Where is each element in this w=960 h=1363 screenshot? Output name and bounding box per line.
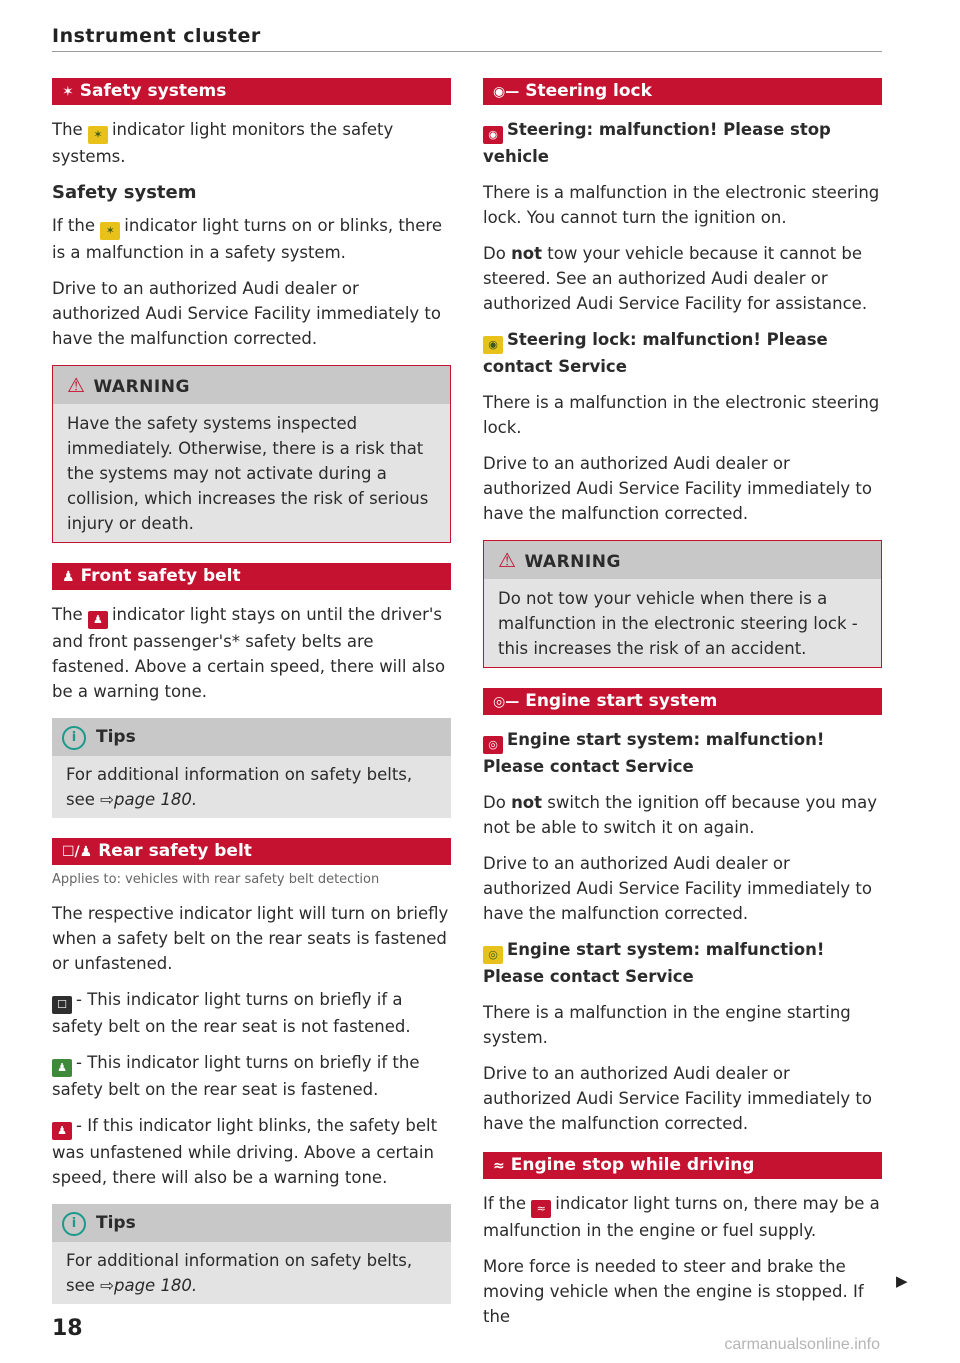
safety-system-icon: ✶ (62, 84, 74, 100)
info-icon: i (62, 1212, 86, 1236)
tips-text: For additional information on safety belts, see ⇨page 180. (52, 1242, 451, 1304)
paragraph: There is a malfunction in the engine starting system. (483, 1003, 851, 1047)
rear-belt-fastened-icon: ♟ (52, 1059, 72, 1077)
list-item: ♟ - This indicator light turns on briefly if the safety belt on the rear seat is fastened. (52, 1053, 420, 1099)
page-reference-link[interactable]: page 180. (113, 1276, 198, 1295)
page-number: 18 (52, 1316, 83, 1341)
continue-arrow-icon: ▶ (896, 1272, 908, 1290)
paragraph: The ♟ indicator light stays on until the driver's and front passenger's* safety belts are fastened. Above a certain speed, there will also be a warning tone. (52, 605, 446, 701)
paragraph: The respective indicator light will turn on briefly when a safety belt on the rear seats is fastened or unfastened. (52, 904, 449, 973)
section-heading-steering-lock: ◉— Steering lock (483, 78, 882, 105)
rear-seat-indicator-icon: ☐ (52, 996, 72, 1014)
warning-header: ⚠ WARNING (484, 541, 881, 579)
warning-header: ⚠ WARNING (53, 366, 450, 404)
applies-to-note: Applies to: vehicles with rear safety belt detection (52, 872, 380, 887)
section-heading-engine-start-system: ◎— Engine start system (483, 688, 882, 715)
list-item: ☐ - This indicator light turns on briefly if a safety belt on the rear seat is not fastened. (52, 990, 411, 1036)
paragraph: Drive to an authorized Audi dealer or authorized Audi Service Facility immediately to have the malfunction corrected. (483, 454, 872, 523)
warning-text: Do not tow your vehicle when there is a malfunction in the electronic steering lock - this increases the risk of an accident. (484, 579, 881, 667)
steering-lock-icon: ◉— (493, 84, 520, 100)
engine-stop-icon: ≈ (493, 1158, 505, 1174)
warning-box (52, 365, 451, 543)
tips-box (52, 718, 451, 818)
paragraph: Drive to an authorized Audi dealer or authorized Audi Service Facility immediately to have the malfunction corrected. (483, 1064, 872, 1133)
paragraph: The ✶ indicator light monitors the safety systems. (52, 120, 394, 166)
key-icon: ◎— (493, 694, 520, 710)
rear-seat-belt-icon: ☐/♟ (62, 844, 93, 860)
tips-header: i Tips (52, 718, 451, 756)
header-divider (52, 51, 882, 52)
warning-box (483, 540, 882, 668)
message-heading: ◎ Engine start system: malfunction! Please contact Service (483, 940, 825, 986)
seat-belt-indicator-icon: ♟ (88, 611, 108, 629)
paragraph: Do not tow your vehicle because it cannot be steered. See an authorized Audi dealer or authorized Audi Service Facility for assistance. (483, 244, 868, 313)
warning-triangle-icon: ⚠ (67, 373, 86, 397)
section-heading-rear-safety-belt: ☐/♟ Rear safety belt (52, 838, 451, 865)
info-icon: i (62, 726, 86, 750)
arrow-right-icon: ⇨ (100, 790, 114, 809)
rear-belt-unfastened-icon: ♟ (52, 1122, 72, 1140)
tips-text: For additional information on safety belts, see ⇨page 180. (52, 756, 451, 818)
section-heading-engine-stop: ≈ Engine stop while driving (483, 1152, 882, 1179)
paragraph: Drive to an authorized Audi dealer or authorized Audi Service Facility immediately to have the malfunction corrected. (483, 854, 872, 923)
paragraph: Do not switch the ignition off because you may not be able to switch it on again. (483, 793, 877, 837)
message-heading: ◉ Steering lock: malfunction! Please contact Service (483, 330, 828, 376)
safety-system-indicator-icon: ✶ (100, 222, 120, 240)
message-heading: ◉ Steering: malfunction! Please stop vehicle (483, 120, 831, 166)
section-heading-safety-systems: ✶ Safety systems (52, 78, 451, 105)
section-heading-front-safety-belt: ♟ Front safety belt (52, 563, 451, 590)
paragraph: There is a malfunction in the electronic steering lock. (483, 393, 880, 437)
engine-start-yellow-indicator-icon: ◎ (483, 946, 503, 964)
tips-box (52, 1204, 451, 1304)
seat-belt-icon: ♟ (62, 569, 75, 585)
paragraph: There is a malfunction in the electronic steering lock. You cannot turn the ignition on. (483, 183, 880, 227)
page-section-title: Instrument cluster (52, 25, 261, 47)
list-item: ♟ - If this indicator light blinks, the safety belt was unfastened while driving. Above a certain speed, there will also be a warning tone. (52, 1116, 438, 1187)
left-column (52, 78, 451, 1324)
safety-system-indicator-icon: ✶ (88, 126, 108, 144)
steering-lock-red-indicator-icon: ◉ (483, 126, 503, 144)
message-heading: ◎ Engine start system: malfunction! Please contact Service (483, 730, 825, 776)
watermark: carmanualsonline.info (724, 1336, 880, 1353)
paragraph: Drive to an authorized Audi dealer or authorized Audi Service Facility immediately to have the malfunction corrected. (52, 279, 441, 348)
engine-start-red-indicator-icon: ◎ (483, 736, 503, 754)
paragraph: If the ≈ indicator light turns on, there may be a malfunction in the engine or fuel supply. (483, 1194, 880, 1240)
warning-triangle-icon: ⚠ (498, 548, 517, 572)
engine-stop-indicator-icon: ≈ (531, 1200, 551, 1218)
right-column (483, 78, 882, 1340)
paragraph: More force is needed to steer and brake the moving vehicle when the engine is stopped. If the (483, 1257, 864, 1326)
steering-lock-yellow-indicator-icon: ◉ (483, 336, 503, 354)
paragraph: If the ✶ indicator light turns on or blinks, there is a malfunction in a safety system. (52, 216, 442, 262)
subheading-safety-system: Safety system (52, 182, 197, 203)
tips-header: i Tips (52, 1204, 451, 1242)
arrow-right-icon: ⇨ (100, 1276, 114, 1295)
page-reference-link[interactable]: page 180. (113, 790, 198, 809)
warning-text: Have the safety systems inspected immediately. Otherwise, there is a risk that the systems may not activate during a collision, which increases the risk of serious injury or death. (53, 404, 450, 542)
